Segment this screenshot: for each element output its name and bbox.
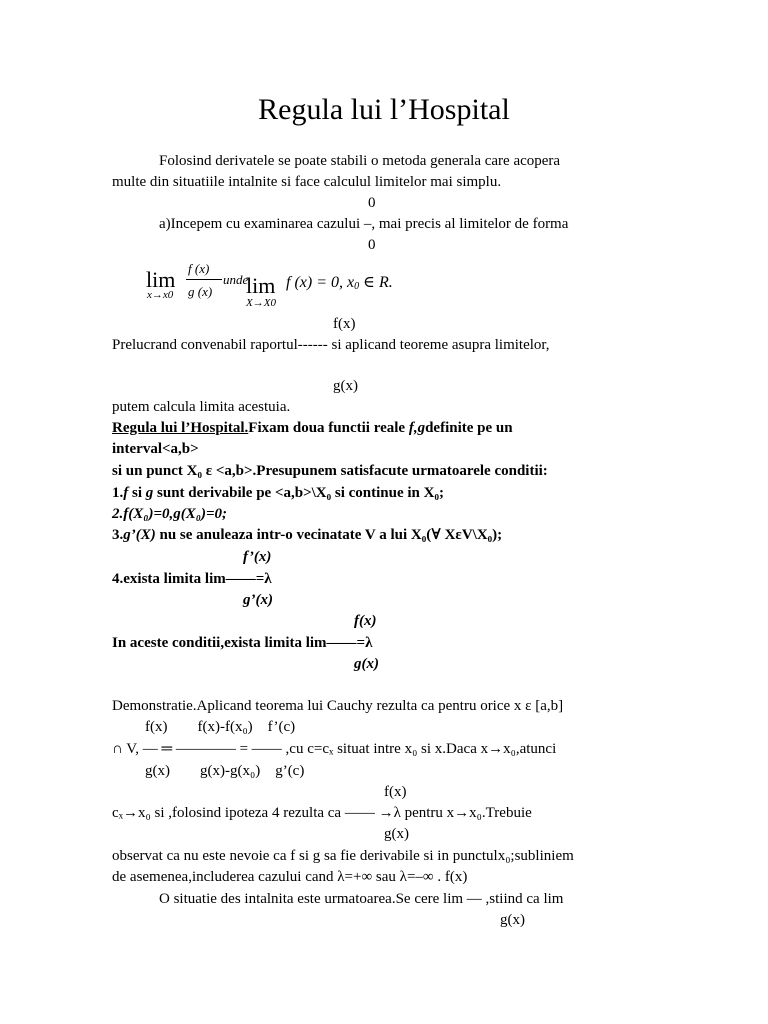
ratio-after: putem calcula limita acestuia.	[112, 399, 291, 415]
condition-4-denominator: g’(x)	[243, 592, 273, 608]
zero-numerator: 0	[368, 195, 376, 211]
rule-heading: Regula lui l’Hospital.	[112, 420, 249, 436]
unde-word: unde	[223, 272, 249, 287]
intro-line-2: multe din situatiile intalnite si face calculul limitelor mai simplu.	[112, 174, 502, 190]
case-a-line: a)Incepem cu examinarea cazului –, mai precis al limitelor de forma	[159, 216, 569, 232]
ratio-numerator: f(x)	[333, 316, 356, 332]
fraction-denominator: g (x)	[188, 284, 213, 299]
page-title: Regula lui l’Hospital	[258, 93, 510, 126]
conclusion-line: In aceste conditii,exista limita lim——=λ	[112, 635, 373, 651]
lim-symbol-1: lim	[146, 267, 176, 292]
condition-1: 1.f si g sunt derivabile pe <a,b>\X₀ si continue in X₀;	[112, 485, 444, 501]
condition-3: 3.g’(X) nu se anuleaza intr-o vecinatate V a lui X₀(∀ XεV\X₀);	[112, 527, 503, 543]
proof-denominators: g(x) g(x)-g(x₀) g’(c)	[145, 763, 305, 779]
conclusion-numerator: f(x)	[354, 613, 377, 629]
ratio-line: Prelucrand convenabil raportul------ si aplicand teoreme asupra limitelor,	[112, 337, 550, 353]
proof-line-5: de asemenea,includerea cazului cand λ=+∞ sau λ=–∞ . f(x)	[112, 869, 468, 885]
proof-line-4: observat ca nu este nevoie ca f si g sa fie derivabile si in punctulx₀;subliniem	[112, 848, 574, 864]
fraction-bar	[186, 279, 222, 280]
proof-gx: g(x)	[384, 826, 409, 842]
rule-line-2: interval<a,b>	[112, 441, 199, 457]
proof-equation-line: ∩ V, — ═ ———— = —— ,cu c=cₓ situat intre x₀ si x.Daca x→x₀,atunci	[112, 741, 557, 757]
proof-line-6: O situatie des intalnita este urmatoarea.Se cere lim — ,stiind ca lim	[159, 891, 564, 907]
lim-subscript-1: x→x0	[147, 289, 174, 301]
ratio-denominator: g(x)	[333, 378, 358, 394]
fraction-numerator: f (x)	[188, 261, 210, 276]
proof-fx: f(x)	[384, 784, 407, 800]
zero-denominator: 0	[368, 237, 376, 253]
proof-line-1: Demonstratie.Aplicand teorema lui Cauchy rezulta ca pentru orice x ε [a,b]	[112, 698, 564, 714]
proof-line-3: cₓ→x₀ si ,folosind ipoteza 4 rezulta ca —— →λ pentru x→x₀.Trebuie	[112, 805, 532, 821]
limit-expression: f (x) = 0, $x_0$ ∈ R.	[286, 274, 393, 292]
proof-line-7: g(x)	[500, 912, 525, 928]
proof-numerators: f(x) f(x)-f(x₀) f’(c)	[145, 719, 296, 735]
lim-subscript-2: X→X0	[246, 297, 276, 309]
lim-symbol-2: lim	[246, 273, 276, 298]
condition-2: 2.f(X₀)=0,g(X₀)=0;	[112, 506, 228, 522]
rule-line-1: Regula lui l’Hospital.Fixam doua functii reale f,gdefinite pe un	[112, 420, 513, 436]
conclusion-denominator: g(x)	[354, 656, 379, 672]
rule-line-3: si un punct X₀ ε <a,b>.Presupunem satisfacute urmatoarele conditii:	[112, 463, 548, 479]
condition-4-numerator: f’(x)	[243, 549, 272, 565]
condition-4: 4.exista limita lim——=λ	[112, 571, 272, 587]
intro-line-1: Folosind derivatele se poate stabili o metoda generala care acopera	[159, 153, 561, 169]
